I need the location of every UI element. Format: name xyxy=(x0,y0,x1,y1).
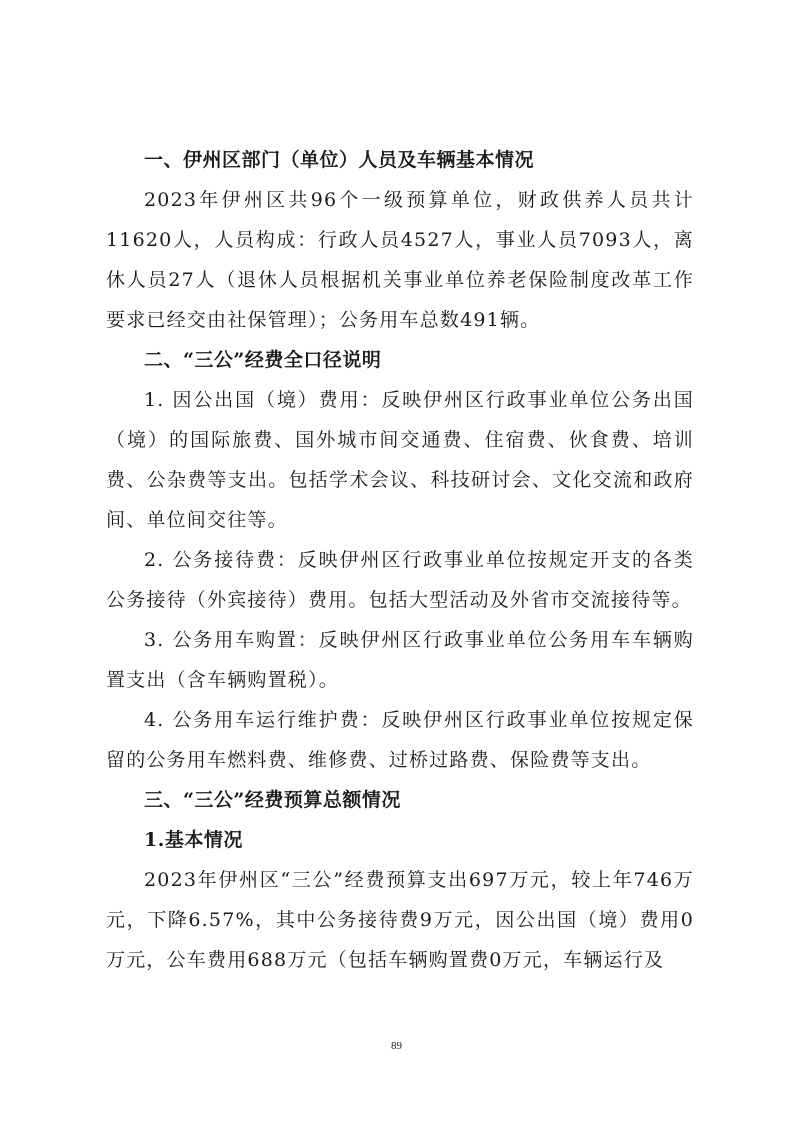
section-1-body: 2023年伊州区共96个一级预算单位，财政供养人员共计11620人，人员构成：行政人员4527人，事业人员7093人，离休人员27人（退休人员根据机关事业单位养老保险制度改革工作要求已经交由社保管理）；公务用车总数491辆。 xyxy=(106,189,694,331)
section-3-heading: 三、“三公”经费预算总额情况 xyxy=(144,789,401,811)
item-3-body: 3. 公务用车购置：反映伊州区行政事业单位公务用车车辆购置支出（含车辆购置税）。 xyxy=(106,629,694,691)
section-1-heading: 一、伊州区部门（单位）人员及车辆基本情况 xyxy=(144,149,535,171)
item-4-body: 4. 公务用车运行维护费：反映伊州区行政事业单位按规定保留的公务用车燃料费、维修费、过桥过路费、保险费等支出。 xyxy=(106,709,694,771)
section-2-heading: 二、“三公”经费全口径说明 xyxy=(144,349,382,371)
document-body xyxy=(106,140,694,980)
page-number: 89 xyxy=(391,1040,402,1052)
item-2-body: 2. 公务接待费：反映伊州区行政事业单位按规定开支的各类公务接待（外宾接待）费用。包括大型活动及外省市交流接待等。 xyxy=(106,549,694,611)
subsection-1-body: 2023年伊州区“三公”经费预算支出697万元，较上年746万元，下降6.57%，其中公务接待费9万元，因公出国（境）费用0万元，公车费用688万元（包括车辆购置费0万元，车辆运行及 xyxy=(106,869,694,971)
subsection-1-heading: 1.基本情况 xyxy=(144,829,243,851)
item-1-body: 1. 因公出国（境）费用：反映伊州区行政事业单位公务出国（境）的国际旅费、国外城市间交通费、住宿费、伙食费、培训费、公杂费等支出。包括学术会议、科技研讨会、文化交流和政府间、单位间交往等。 xyxy=(106,389,694,531)
